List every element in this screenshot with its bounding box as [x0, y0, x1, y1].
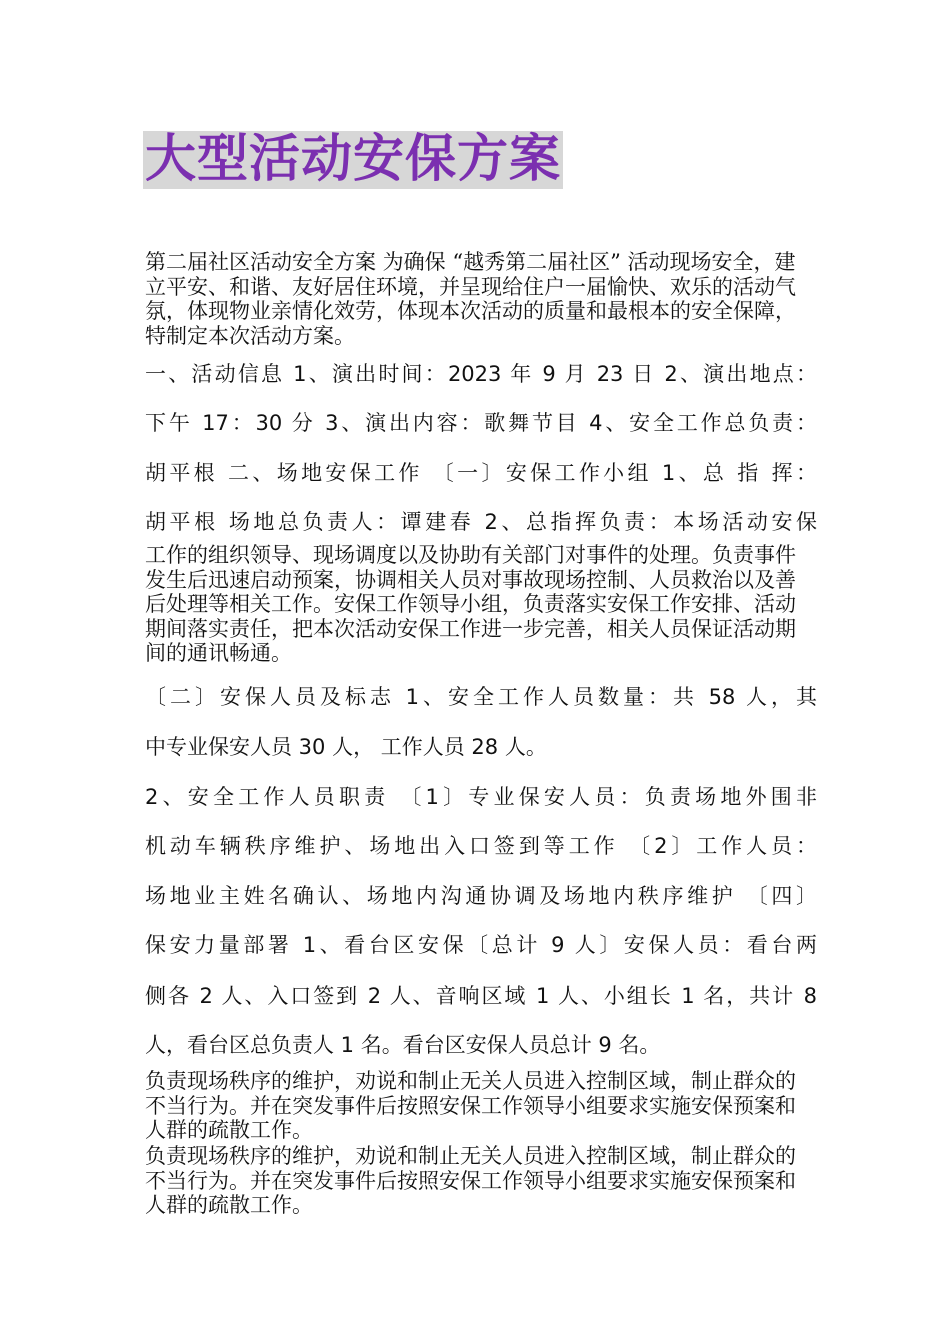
- duties-line-1: 2、安全工作人员职责 〔1〕专业保安人员：负责场地外围非: [145, 785, 817, 809]
- intro-paragraph: 第二届社区活动安全方案 为确保 “越秀第二届社区” 活动现场安全，建立平安、和谐、友好居住环境，并呈现给住户一届愉快、欢乐的活动气氛，体现物业亲情化效劳，体现本次活动的质量和最根本的安全保障，特制定本次活动方案。: [145, 250, 796, 348]
- security-duty-paragraph-1: 负责现场秩序的维护，劝说和制止无关人员进入控制区域，制止群众的不当行为。并在突发事件后按照安保工作领导小组要求实施安保预案和人群的疏散工作。: [145, 1069, 796, 1142]
- commander-duties-paragraph: 工作的组织领导、现场调度以及协助有关部门对事件的处理。负责事件发生后迅速启动预案，协调相关人员对事故现场控制、人员救治以及善后处理等相关工作。安保工作领导小组，负责落实安保工作安排、活动期间落实责任，把本次活动安保工作进一步完善，相关人员保证活动期间的通讯畅通。: [145, 543, 796, 665]
- deployment-line-2: 侧各 2 人、入口签到 2 人、音响区域 1 人、小组长 1 名，共计 8: [145, 984, 817, 1008]
- activity-info-line-4: 胡平根 场地总负责人：谭建春 2、总指挥负责：本场活动安保: [145, 510, 817, 534]
- duties-line-3: 场地业主姓名确认、场地内沟通协调及场地内秩序维护 〔四〕: [145, 884, 817, 908]
- security-duty-paragraph-2: 负责现场秩序的维护，劝说和制止无关人员进入控制区域，制止群众的不当行为。并在突发事件后按照安保工作领导小组要求实施安保预案和人群的疏散工作。: [145, 1144, 796, 1217]
- deployment-line-1: 保安力量部署 1、看台区安保〔总计 9 人〕安保人员：看台两: [145, 933, 817, 957]
- document-title: 大型活动安保方案: [145, 130, 562, 189]
- activity-info-line-1: 一、活动信息 1、演出时间：2023 年 9 月 23 日 2、演出地点：: [145, 362, 817, 386]
- staff-line-1: 〔二〕安保人员及标志 1、安全工作人员数量：共 58 人，其: [145, 685, 817, 709]
- deployment-line-3: 人，看台区总负责人 1 名。看台区安保人员总计 9 名。: [145, 1033, 661, 1057]
- activity-info-line-2: 下午 17：30 分 3、演出内容：歌舞节目 4、安全工作总负责：: [145, 411, 817, 435]
- activity-info-line-3: 胡平根 二、场地安保工作 〔一〕安保工作小组 1、总 指 挥：: [145, 461, 817, 485]
- duties-line-2: 机动车辆秩序维护、场地出入口签到等工作 〔2〕工作人员：: [145, 834, 817, 858]
- staff-line-2: 中专业保安人员 30 人， 工作人员 28 人。: [145, 735, 547, 759]
